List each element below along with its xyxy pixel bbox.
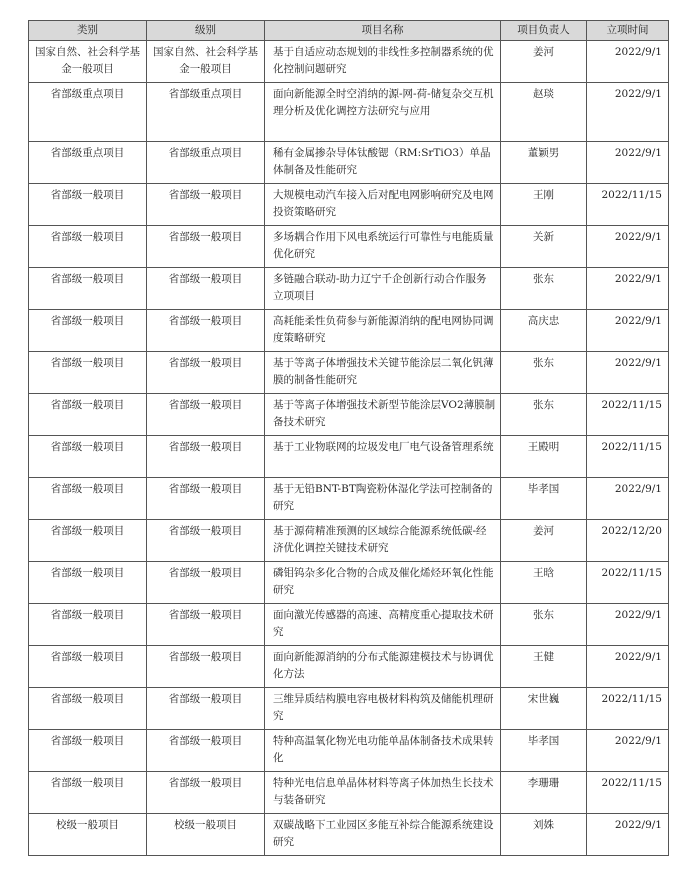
cell-project-name: 多链融合联动-助力辽宁千企创新行动合作服务立项项目: [265, 268, 501, 310]
cell-leader: 毕孝国: [501, 478, 587, 520]
cell-leader: 张东: [501, 394, 587, 436]
cell-level: 省部级一般项目: [147, 352, 265, 394]
table-row: [29, 310, 669, 352]
cell-leader: 毕孝国: [501, 730, 587, 772]
cell-leader: 李珊珊: [501, 772, 587, 814]
cell-category: 省部级重点项目: [29, 83, 147, 142]
table-row: [29, 646, 669, 688]
table-row: [29, 436, 669, 478]
cell-leader: 关新: [501, 226, 587, 268]
cell-project-name: 面向新能源消纳的分布式能源建模技术与协调优化方法: [265, 646, 501, 688]
cell-leader: 姜河: [501, 520, 587, 562]
cell-project-name: 大规模电动汽车接入后对配电网影响研究及电网投资策略研究: [265, 184, 501, 226]
table-row: [29, 268, 669, 310]
cell-category: 省部级一般项目: [29, 520, 147, 562]
cell-level: 省部级一般项目: [147, 730, 265, 772]
cell-level: 省部级重点项目: [147, 83, 265, 142]
table-row: [29, 142, 669, 184]
cell-date: 2022/9/1: [587, 226, 669, 268]
cell-date: 2022/11/15: [587, 772, 669, 814]
cell-date: 2022/9/1: [587, 310, 669, 352]
cell-level: 省部级一般项目: [147, 478, 265, 520]
cell-level: 省部级重点项目: [147, 142, 265, 184]
header-leader: 项目负责人: [501, 21, 587, 41]
cell-level: 省部级一般项目: [147, 268, 265, 310]
cell-leader: 高庆忠: [501, 310, 587, 352]
cell-project-name: 高耗能柔性负荷参与新能源消纳的配电网协同调度策略研究: [265, 310, 501, 352]
cell-date: 2022/11/15: [587, 394, 669, 436]
table-row: [29, 520, 669, 562]
cell-level: 国家自然、社会科学基金一般项目: [147, 41, 265, 83]
cell-level: 省部级一般项目: [147, 310, 265, 352]
cell-date: 2022/9/1: [587, 604, 669, 646]
cell-level: 省部级一般项目: [147, 226, 265, 268]
cell-leader: 张东: [501, 604, 587, 646]
cell-level: 省部级一般项目: [147, 562, 265, 604]
cell-date: 2022/9/1: [587, 646, 669, 688]
cell-leader: 张东: [501, 268, 587, 310]
table-row: [29, 394, 669, 436]
cell-project-name: 基于等离子体增强技术关键节能涂层二氧化钒薄膜的制备性能研究: [265, 352, 501, 394]
cell-level: 省部级一般项目: [147, 184, 265, 226]
cell-level: 省部级一般项目: [147, 604, 265, 646]
cell-level: 省部级一般项目: [147, 772, 265, 814]
cell-date: 2022/11/15: [587, 436, 669, 478]
cell-date: 2022/9/1: [587, 814, 669, 856]
cell-leader: 王健: [501, 646, 587, 688]
table-row: [29, 772, 669, 814]
cell-date: 2022/11/15: [587, 688, 669, 730]
header-project-name: 项目名称: [265, 21, 501, 41]
cell-category: 省部级重点项目: [29, 142, 147, 184]
table-row: [29, 688, 669, 730]
table-row: [29, 478, 669, 520]
cell-project-name: 基于源荷精准预测的区域综合能源系统低碳-经济优化调控关键技术研究: [265, 520, 501, 562]
cell-date: 2022/9/1: [587, 41, 669, 83]
table-row: [29, 184, 669, 226]
cell-date: 2022/9/1: [587, 268, 669, 310]
cell-category: 省部级一般项目: [29, 688, 147, 730]
cell-project-name: 基于自适应动态规划的非线性多控制器系统的优化控制问题研究: [265, 41, 501, 83]
cell-project-name: 多场耦合作用下风电系统运行可靠性与电能质量优化研究: [265, 226, 501, 268]
cell-date: 2022/12/20: [587, 520, 669, 562]
cell-level: 省部级一般项目: [147, 394, 265, 436]
table-row: [29, 41, 669, 83]
table-row: [29, 814, 669, 856]
cell-project-name: 稀有金属掺杂导体钛酸锶（RM:SrTiO3）单晶体制备及性能研究: [265, 142, 501, 184]
cell-date: 2022/9/1: [587, 352, 669, 394]
cell-leader: 姜河: [501, 41, 587, 83]
cell-leader: 宋世巍: [501, 688, 587, 730]
cell-project-name: 基于无铅BNT-BT陶瓷粉体湿化学法可控制备的研究: [265, 478, 501, 520]
cell-leader: 王殿明: [501, 436, 587, 478]
table-row: [29, 352, 669, 394]
cell-date: 2022/11/15: [587, 184, 669, 226]
cell-date: 2022/9/1: [587, 478, 669, 520]
project-table: [28, 20, 669, 856]
cell-category: 校级一般项目: [29, 814, 147, 856]
cell-category: 省部级一般项目: [29, 772, 147, 814]
cell-project-name: 特种高温氧化物光电功能单晶体制备技术成果转化: [265, 730, 501, 772]
cell-category: 省部级一般项目: [29, 436, 147, 478]
cell-category: 省部级一般项目: [29, 562, 147, 604]
cell-project-name: 三维异质结构膜电容电极材料构筑及储能机理研究: [265, 688, 501, 730]
table-row: [29, 562, 669, 604]
cell-leader: 王刚: [501, 184, 587, 226]
cell-category: 省部级一般项目: [29, 268, 147, 310]
cell-category: 省部级一般项目: [29, 730, 147, 772]
cell-project-name: 基于工业物联网的垃圾发电厂电气设备管理系统: [265, 436, 501, 478]
cell-level: 校级一般项目: [147, 814, 265, 856]
header-date: 立项时间: [587, 21, 669, 41]
cell-level: 省部级一般项目: [147, 646, 265, 688]
cell-level: 省部级一般项目: [147, 436, 265, 478]
cell-category: 省部级一般项目: [29, 394, 147, 436]
cell-date: 2022/9/1: [587, 83, 669, 142]
cell-category: 省部级一般项目: [29, 226, 147, 268]
cell-category: 省部级一般项目: [29, 604, 147, 646]
cell-category: 国家自然、社会科学基金一般项目: [29, 41, 147, 83]
header-level: 级别: [147, 21, 265, 41]
cell-category: 省部级一般项目: [29, 184, 147, 226]
table-row: [29, 730, 669, 772]
cell-project-name: 基于等离子体增强技术新型节能涂层VO2薄膜制备技术研究: [265, 394, 501, 436]
cell-leader: 刘姝: [501, 814, 587, 856]
cell-project-name: 面向新能源全时空消纳的源-网-荷-储复杂交互机理分析及优化调控方法研究与应用: [265, 83, 501, 142]
header-category: 类别: [29, 21, 147, 41]
cell-level: 省部级一般项目: [147, 520, 265, 562]
table-row: [29, 604, 669, 646]
cell-category: 省部级一般项目: [29, 646, 147, 688]
cell-project-name: 特种光电信息单晶体材料等离子体加热生长技术与装备研究: [265, 772, 501, 814]
cell-date: 2022/9/1: [587, 142, 669, 184]
cell-category: 省部级一般项目: [29, 352, 147, 394]
cell-date: 2022/9/1: [587, 730, 669, 772]
cell-leader: 王晗: [501, 562, 587, 604]
table-row: [29, 226, 669, 268]
cell-date: 2022/11/15: [587, 562, 669, 604]
cell-project-name: 面向激光传感器的高速、高精度重心提取技术研究: [265, 604, 501, 646]
cell-category: 省部级一般项目: [29, 478, 147, 520]
cell-leader: 董颖男: [501, 142, 587, 184]
cell-level: 省部级一般项目: [147, 688, 265, 730]
cell-category: 省部级一般项目: [29, 310, 147, 352]
cell-leader: 张东: [501, 352, 587, 394]
table-row: [29, 83, 669, 142]
cell-project-name: 磷钼钨杂多化合物的合成及催化烯烃环氧化性能研究: [265, 562, 501, 604]
cell-leader: 赵琰: [501, 83, 587, 142]
table-header-row: [29, 21, 669, 41]
cell-project-name: 双碳战略下工业园区多能互补综合能源系统建设研究: [265, 814, 501, 856]
